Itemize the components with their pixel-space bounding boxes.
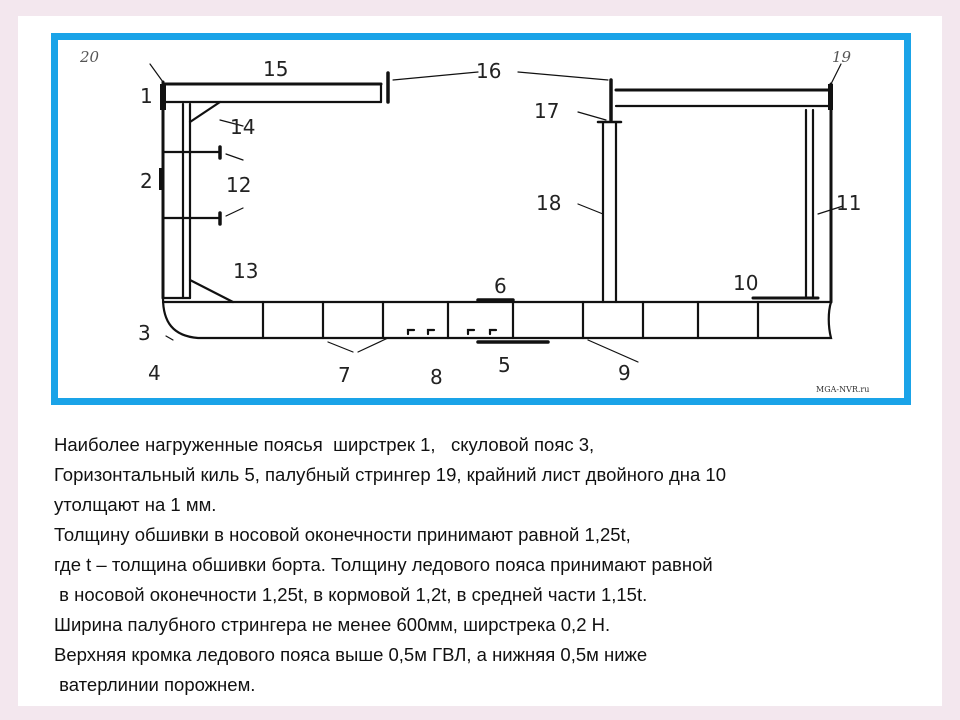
label-5: 5: [498, 353, 511, 377]
text-line: ватерлинии порожнем.: [54, 674, 256, 695]
text-line: где t – толщина обшивки борта. Толщину ледового пояса принимают равной: [54, 554, 713, 575]
label-19: 19: [832, 48, 852, 66]
label-10: 10: [733, 271, 759, 295]
explanation-text: [54, 430, 934, 700]
label-1: 1: [140, 84, 153, 108]
text-line: утолщают на 1 мм.: [54, 494, 217, 515]
label-2: 2: [140, 169, 153, 193]
text-line: Верхняя кромка ледового пояса выше 0,5м ГВЛ, а нижняя 0,5м ниже: [54, 644, 648, 665]
label-20: 20: [80, 48, 100, 66]
label-3: 3: [138, 321, 151, 345]
hull-section-diagram: [58, 40, 904, 398]
text-line: Горизонтальный киль 5, палубный стрингер 19, крайний лист двойного дна 10: [54, 464, 726, 485]
label-8: 8: [430, 365, 443, 389]
text-line: в носовой оконечности 1,25t, в кормовой 1,2t, в средней части 1,15t.: [54, 584, 648, 605]
text-line: Ширина палубного стрингера не менее 600мм, ширстрека 0,2 Н.: [54, 614, 611, 635]
label-16: 16: [476, 59, 502, 83]
label-17: 17: [534, 99, 560, 123]
label-18: 18: [536, 191, 562, 215]
label-9: 9: [618, 361, 631, 385]
label-11: 11: [836, 191, 862, 215]
label-6: 6: [494, 274, 507, 298]
source-credit: MGA-NVR.ru: [816, 385, 870, 394]
text-line: Толщину обшивки в носовой оконечности принимают равной 1,25t,: [54, 524, 631, 545]
text-line: Наиболее нагруженные поясья ширстрек 1, скуловой пояс 3,: [54, 434, 595, 455]
hull-section-figure: [51, 33, 911, 405]
label-15: 15: [263, 57, 289, 81]
slide: [18, 16, 942, 706]
label-14: 14: [230, 115, 256, 139]
label-12: 12: [226, 173, 252, 197]
label-7: 7: [338, 363, 351, 387]
label-4: 4: [148, 361, 161, 385]
label-13: 13: [233, 259, 259, 283]
